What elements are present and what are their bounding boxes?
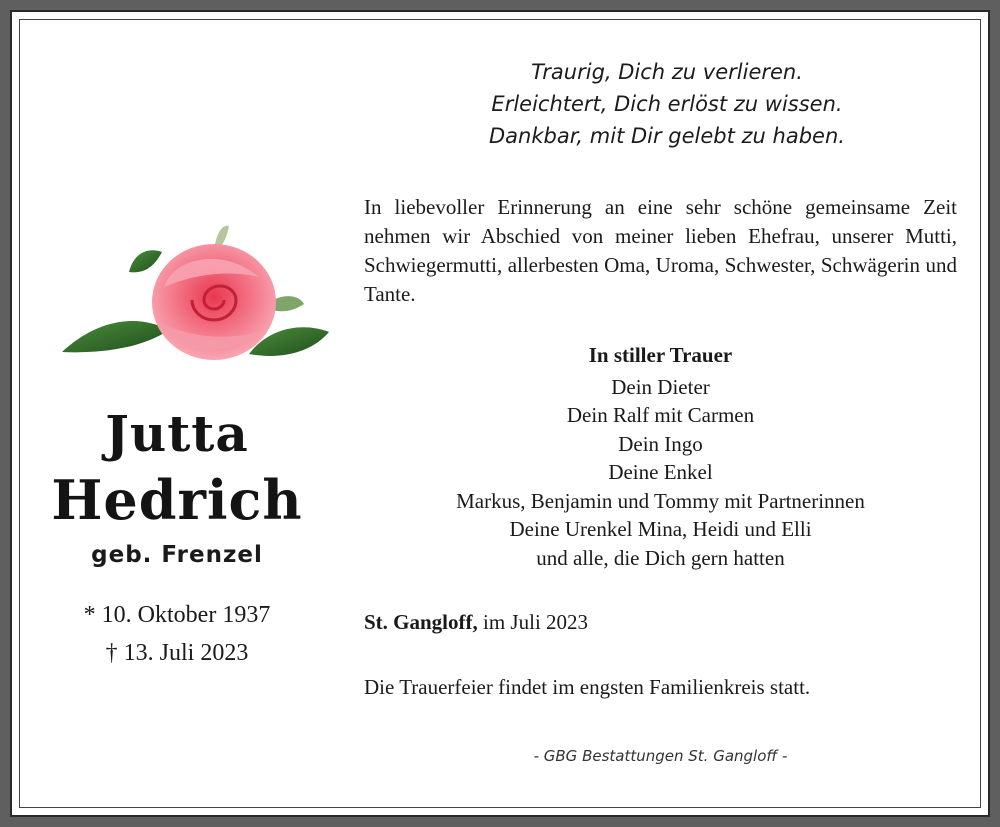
mourner-line: und alle, die Dich gern hatten — [536, 545, 785, 570]
deceased-last-name: Hedrich — [51, 468, 303, 532]
mourner-line: Deine Enkel — [608, 460, 713, 484]
mourner-line: Deine Urenkel Mina, Heidi und Elli — [509, 517, 812, 541]
motto — [372, 56, 962, 152]
death-date: † 13. Juli 2023 — [105, 640, 249, 666]
place-month: im Juli 2023 — [483, 610, 589, 634]
mourners-block — [364, 341, 957, 572]
life-dates — [32, 596, 322, 672]
place-date — [364, 608, 588, 636]
mourner-line: Dein Ingo — [618, 431, 703, 456]
motto-line: Erleichtert, Dich erlöst zu wissen. — [491, 92, 843, 116]
motto-line: Dankbar, mit Dir gelebt zu haben. — [489, 124, 845, 148]
mourner-line: Markus, Benjamin und Tommy mit Partnerinnen — [456, 488, 865, 513]
ceremony-notice: Die Trauerfeier findet im engsten Familienkreis statt. — [364, 675, 811, 699]
maiden-name: geb. Frenzel — [91, 542, 263, 568]
intro-text: In liebevoller Erinnerung an eine sehr schöne gemeinsame Zeit nehmen wir Abschied von meiner lieben Ehefrau, unserer Mutti, Schwiegermutti, allerbesten Oma, Uroma, Schwester, Schwägerin und Tante. — [364, 195, 957, 306]
motto-line: Traurig, Dich zu verlieren. — [531, 60, 803, 84]
undertaker-credit: - GBG Bestattungen St. Gangloff - — [533, 747, 788, 765]
rose-leaf — [62, 321, 169, 352]
obituary-card — [10, 10, 990, 817]
deceased-first-name: Jutta — [105, 404, 249, 463]
place-town: St. Gangloff, — [364, 610, 478, 634]
birth-date: * 10. Oktober 1937 — [83, 602, 271, 628]
rose-image — [54, 212, 329, 372]
mourner-line: Dein Dieter — [611, 374, 710, 399]
mourner-line: Dein Ralf mit Carmen — [566, 403, 755, 427]
mourners-heading: In stiller Trauer — [588, 343, 733, 367]
rose-leaf — [129, 250, 162, 272]
